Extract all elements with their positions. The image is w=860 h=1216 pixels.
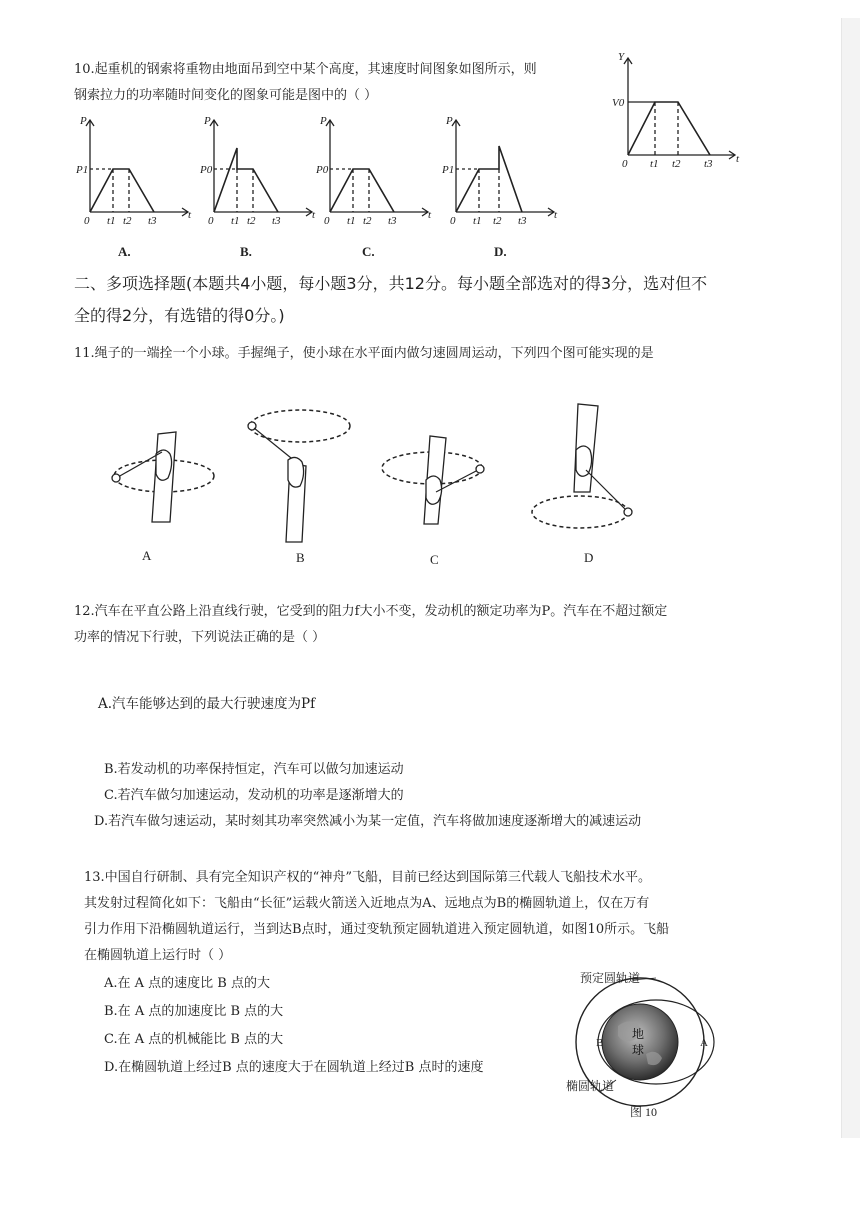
option-label-c: C. [362, 244, 375, 259]
q11-label-b: B [296, 550, 305, 565]
gb-t3: t3 [272, 215, 281, 227]
q12-line2: 功率的情况下行驶，下列说法正确的是（ ） [74, 630, 326, 645]
q11-label-a: A [142, 548, 152, 563]
q13-orbit-figure [560, 966, 740, 1126]
q12-option-c: C.若汽车做匀加速运动，发动机的功率是逐渐增大的 [104, 788, 404, 803]
q13-option-c: C.在 A 点的机械能比 B 点的大 [104, 1032, 284, 1047]
gd-level: P1 [442, 164, 455, 176]
q12-option-a: A.汽车能够达到的最大行驶速度为Pf [98, 696, 316, 712]
gb-level: P0 [200, 164, 213, 176]
option-label-d: D. [494, 244, 507, 259]
gc-origin: 0 [324, 215, 330, 227]
q12-option-d: D.若汽车做匀速运动，某时刻其功率突然减小为某一定值，汽车将做加速度逐渐增大的减速运动 [94, 814, 642, 829]
option-label-a: A. [118, 244, 131, 259]
section2-line2: 全的得2分，有选错的得0分。) [74, 306, 285, 325]
ga-level: P1 [76, 164, 89, 176]
q13-line4: 在椭圆轨道上运行时（ ） [84, 948, 232, 963]
q13-line3: 引力作用下沿椭圆轨道运行，当到达B点时，通过变轨预定圆轨道进入预定圆轨道，如图10所示。飞船 [84, 922, 670, 937]
q11-text: 11.绳子的一端拴一个小球。手握绳子，使小球在水平面内做匀速圆周运动，下列四个图可能实现的是 [74, 346, 654, 361]
q12-option-b: B.若发动机的功率保持恒定，汽车可以做匀加速运动 [104, 762, 404, 777]
q13-line1: 13.中国自行研制、具有完全知识产权的“神舟”飞船，目前已经达到国际第三代载人飞船技术水平。 [84, 870, 651, 885]
gb-t2: t2 [247, 215, 256, 227]
gc-t2: t2 [363, 215, 372, 227]
q10-line2: 钢索拉力的功率随时间变化的图象可能是图中的（ ） [74, 88, 378, 103]
gc-t-axis: t [428, 209, 432, 221]
earth-label-2: 球 [632, 1043, 645, 1057]
gd-t-axis: t [554, 209, 558, 221]
gd-t3: t3 [518, 215, 527, 227]
q13-option-a: A.在 A 点的速度比 B 点的大 [104, 976, 270, 991]
earth-label-1: 地 [632, 1027, 645, 1041]
vg-t1: t1 [650, 158, 659, 170]
gd-origin: 0 [450, 215, 456, 227]
scrollbar[interactable] [841, 18, 860, 1138]
q13-option-d: D.在椭圆轨道上经过B 点的速度大于在圆轨道上经过B 点时的速度 [104, 1060, 484, 1075]
ga-t3: t3 [148, 215, 157, 227]
ga-t-axis: t [188, 209, 192, 221]
orbit-figure-caption: 图 10 [630, 1105, 658, 1119]
q11-figure-a [104, 424, 224, 534]
gb-origin: 0 [208, 215, 214, 227]
q10-graph-b [200, 112, 320, 230]
q12-line1: 12.汽车在平直公路上沿直线行驶，它受到的阻力f大小不变，发动机的额定功率为P。汽车在不超过额定 [74, 604, 668, 619]
ga-origin: 0 [84, 215, 90, 227]
orbit-ellipse-label: 椭圆轨道 [566, 1079, 615, 1093]
gc-level: P0 [316, 164, 329, 176]
gd-p-axis: P [446, 115, 453, 127]
gc-t3: t3 [388, 215, 397, 227]
gb-t-axis: t [312, 209, 316, 221]
section2-line1: 二、多项选择题(本题共4小题，每小题3分，共12分。每小题全部选对的得3分，选对但不 [74, 274, 708, 293]
q11-figure-d [528, 400, 648, 540]
orbit-circle-label: 预定圆轨道 [580, 971, 641, 985]
gc-t1: t1 [347, 215, 356, 227]
q13-option-b: B.在 A 点的加速度比 B 点的大 [104, 1004, 284, 1019]
vg-t-axis: t [736, 153, 740, 165]
ga-p-axis: P [80, 115, 87, 127]
q10-graph-c [316, 112, 436, 230]
orbit-point-a: A [700, 1037, 708, 1049]
gb-p-axis: P [204, 115, 211, 127]
gd-t2: t2 [493, 215, 502, 227]
q13-line2: 其发射过程简化如下：飞船由“长征”运载火箭送入近地点为A、远地点为B的椭圆轨道上，仅在万有 [84, 896, 650, 911]
q10-graph-a [76, 112, 196, 230]
gd-t1: t1 [473, 215, 482, 227]
q11-figure-b [240, 404, 360, 544]
q11-figure-c [374, 428, 494, 538]
ga-t1: t1 [107, 215, 116, 227]
gc-p-axis: P [320, 115, 327, 127]
ga-t2: t2 [123, 215, 132, 227]
vg-level: V0 [612, 97, 625, 109]
q10-graph-d [442, 112, 562, 230]
q11-label-c: C [430, 552, 439, 567]
orbit-point-b: B [596, 1037, 604, 1049]
q10-line1: 10.起重机的钢索将重物由地面吊到空中某个高度，其速度时间图象如图所示，则 [74, 62, 537, 77]
vg-t3: t3 [704, 158, 713, 170]
option-label-b: B. [240, 244, 252, 259]
vg-t2: t2 [672, 158, 681, 170]
q11-label-d: D [584, 550, 594, 565]
vg-origin: 0 [622, 158, 628, 170]
q10-velocity-graph [610, 50, 750, 170]
vg-y-axis: Y [618, 51, 625, 63]
gb-t1: t1 [231, 215, 240, 227]
